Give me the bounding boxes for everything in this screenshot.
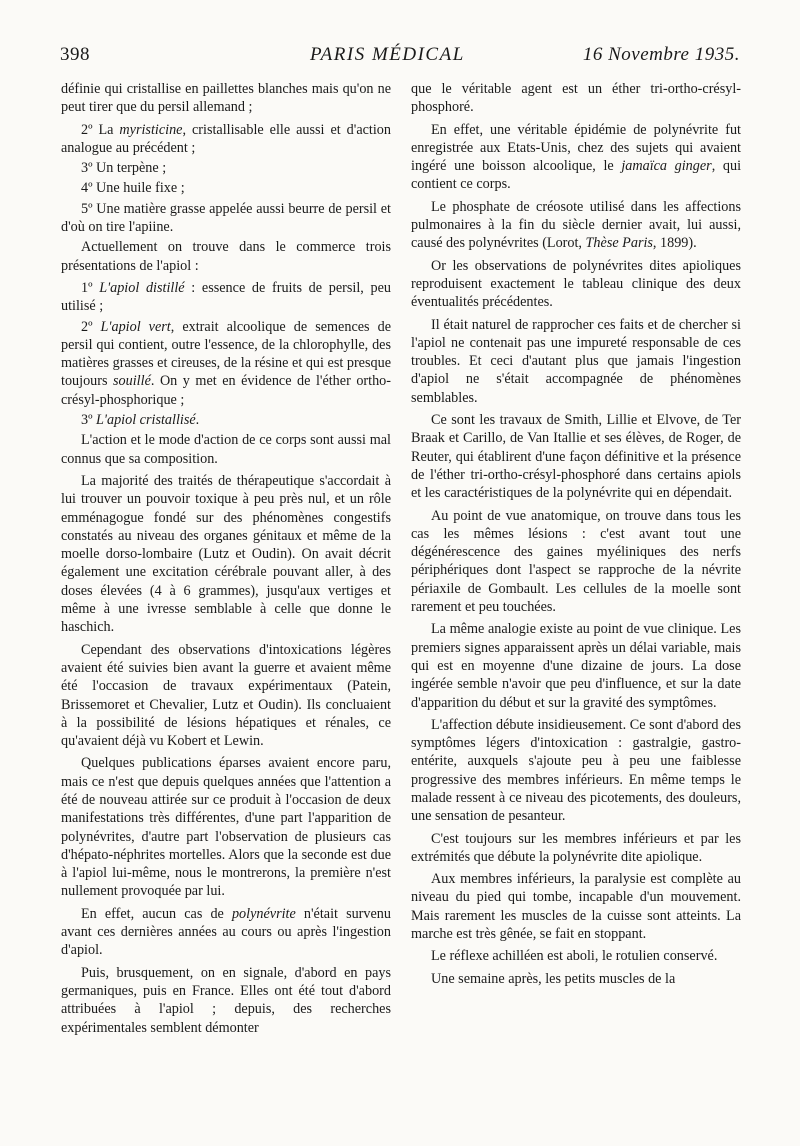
paragraph: Actuellement on trouve dans le commerce trois présentations de l'apiol : [61, 239, 391, 274]
issue-date: 16 Novembre 1935. [582, 44, 740, 65]
list-item: 3º Un terpène ; [81, 160, 167, 177]
paragraph: définie qui cristallise en paillettes blanches mais qu'on ne peut tirer que du persil allemand ; [61, 81, 391, 116]
paragraph: Il était naturel de rapprocher ces faits et de chercher si l'apiol ne contenait pas une impureté responsable de ces troubles. Et ceci d'autant plus que jamais l'ingestion d'apiol ne s'était accompagnée de phénomènes semblables. [411, 316, 741, 406]
list-item: 4º Une huile fixe ; [81, 180, 185, 197]
paragraph: Quelques publications éparses avaient encore paru, mais ce n'est que depuis quelques années que l'attention a été de nouveau attirée sur ce produit à l'occasion de deux manifestations très différentes, d'une part l'apparition de polynévrites, d'autre part l'observation de plusieurs cas d'hépato-néphrites mortelles. Alors que la seconde est due à l'apiol lui-même, nous le montrerons, la première n'est nullement provoquée par lui. [61, 755, 391, 900]
page-header [60, 44, 740, 72]
paragraph: La majorité des traités de thérapeutique s'accordait à lui trouver un pouvoir toxique à peu près nul, et un rôle emménagogue fondé sur des phénomènes congestifs constatés au niveau des organes génitaux et même de la moelle dorso-lombaire (Lutz et Oudin). On avait décrit également une excitation cérébrale pouvant aller, à des doses élevées (4 à 6 grammes), jusqu'aux vertiges et même à une ivresse semblable à celle que donne le haschich. [61, 472, 391, 636]
paragraph: Le réflexe achilléen est aboli, le rotulien conservé. [431, 948, 718, 965]
list-item: 1º L'apiol distillé : essence de fruits de persil, peu utilisé ; [61, 279, 391, 315]
list-item: 3º L'apiol cristallisé. [81, 412, 200, 429]
list-item: 2º La myristicine, cristallisable elle aussi et d'action analogue au précédent ; [61, 121, 391, 156]
paragraph: Au point de vue anatomique, on trouve dans tous les cas les mêmes lésions : c'est avant tout une dégénérescence des gaines myéliniques des nerfs périphériques dont l'aspect se rapproche de la névrite périaxile de Gombault. Les cellules de la moelle sont rarement et peu touchées. [411, 507, 741, 616]
paragraph: La même analogie existe au point de vue clinique. Les premiers signes apparaissent après un délai variable, mais qui est en moyenne d'une dizaine de jours. La dose ingérée semble n'avoir que peu d'influence, et sur la date d'apparition du début et sur la gravité des symptômes. [411, 621, 741, 711]
page-number: 398 [60, 44, 90, 65]
paragraph: Le phosphate de créosote utilisé dans les affections pulmonaires à la fin du siècle dernier avait, lui aussi, causé des polynévrites (Lorot, Thèse Paris, 1899). [411, 198, 741, 252]
paragraph: Une semaine après, les petits muscles de la [431, 970, 676, 987]
paragraph: Puis, brusquement, on en signale, d'abord en pays germaniques, puis en France. Elles ont été tout d'abord attribuées à l'apiol ; depuis, des recherches expérimentales semblent démonter [61, 964, 391, 1036]
paragraph: Or les observations de polynévrites dites apioliques reproduisent exactement le tableau clinique des deux éventualités précédentes. [411, 257, 741, 311]
paragraph: C'est toujours sur les membres inférieurs et par les extrémités que débute la polynévrite dite apiolique. [411, 830, 741, 865]
paragraph: Cependant des observations d'intoxications légères avaient été suivies bien avant la guerre et avaient même été l'occasion de travaux expérimentaux (Patein, Brissemoret et Chevalier, Lutz et Oudin). Ils concluaient à la possibilité de lésions hépatiques et rénales, ce qu'avaient déjà vu Kobert et Lewin. [61, 641, 391, 750]
paragraph: Aux membres inférieurs, la paralysie est complète au niveau du pied qui tombe, incapable d'un mouvement. Mais rarement les muscles de la cuisse sont atteints. La marche est très gênée, se fait en stoppant. [411, 871, 741, 943]
journal-title: PARIS MÉDICAL [310, 44, 465, 65]
list-item: 2º L'apiol vert, extrait alcoolique de semences de persil qui contient, outre l'essence, de la chlorophylle, des matières grasses et cireuses, de la résine et qui est presque toujours souillé. On y met en évidence de l'éther ortho-crésyl-phosphorique ; [61, 318, 391, 408]
paragraph: L'affection débute insidieusement. Ce sont d'abord des symptômes légers d'intoxication : gastralgie, gastro-entérite, auxquels s'ajoute peu à peu une faiblesse progressive des membres inférieurs. En même temps le malade ressent à ce niveau des picotements, des douleurs, une sensation de pesanteur. [411, 716, 741, 825]
paragraph: L'action et le mode d'action de ce corps sont aussi mal connus que sa composition. [61, 432, 391, 467]
right-column [411, 80, 741, 992]
paragraph: En effet, une véritable épidémie de polynévrite fut enregistrée aux Etats-Unis, chez des sujets qui avaient ingéré une boisson alcoolique, le jamaïca ginger, qui contient ce corps. [411, 121, 742, 193]
paragraph: En effet, aucun cas de polynévrite n'était survenu avant ces dernières années au cours ou après l'ingestion d'apiol. [61, 905, 391, 959]
list-item: 5º Une matière grasse appelée aussi beurre de persil et d'où on tire l'apiine. [61, 200, 391, 236]
paragraph: Ce sont les travaux de Smith, Lillie et Elvove, de Ter Braak et Carillo, de Van Itallie et ses élèves, de Roger, de Reuter, qui établirent d'une façon définitive et la présence de l'éther tri-ortho-crésyl-phosphoré dans certains apiols et les caractéristiques de la polynévrite qui en dépendait. [411, 412, 741, 502]
paragraph: que le véritable agent est un éther tri-ortho-crésyl-phosphoré. [411, 81, 741, 116]
left-column [61, 80, 391, 1041]
